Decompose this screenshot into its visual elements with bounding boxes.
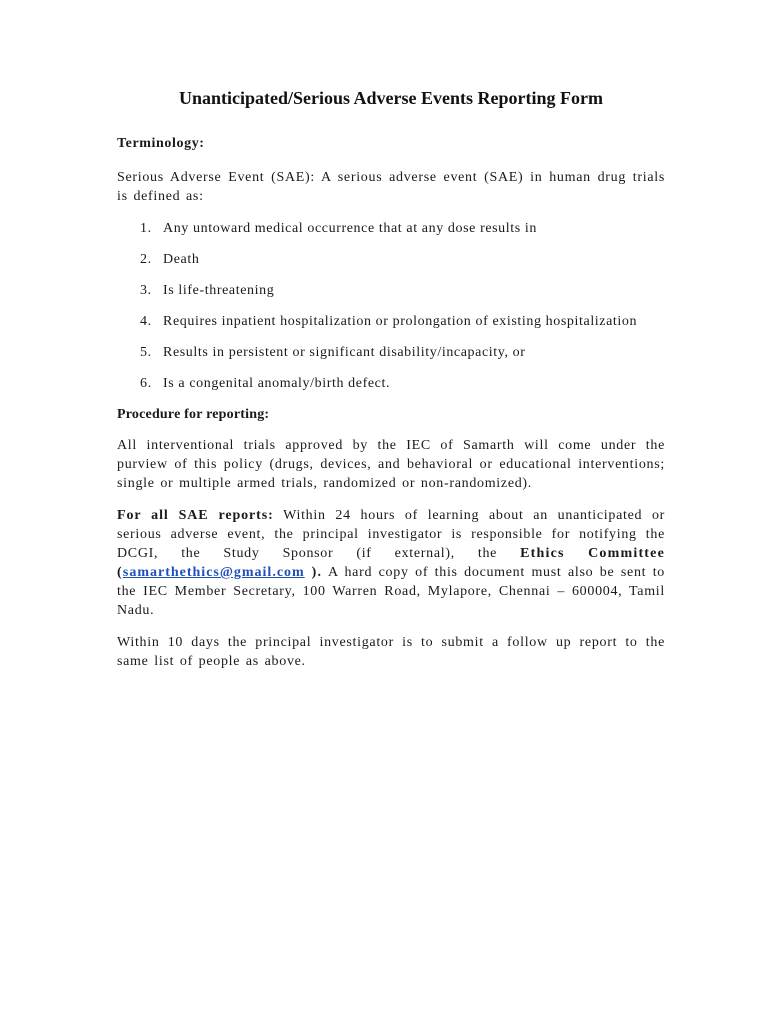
sae-notify-text: Within 24 hours of learning about an unanticipated or serious adverse event, the principal investigator is responsible for notifying the DCGI, the Study Sponsor (if external), the xyxy=(117,508,666,561)
sae-criteria-list xyxy=(117,219,665,393)
list-text: Is a congenital anomaly/birth defect. xyxy=(163,376,391,391)
followup-paragraph: Within 10 days the principal investigator is to submit a follow up report to the same list of people as above. xyxy=(117,635,665,669)
list-item xyxy=(140,250,665,269)
scope-paragraph: All interventional trials approved by the IEC of Samarth will come under the purview of this policy (drugs, devices, and behavioral or educational interventions; single or multiple armed trials, randomized or non-randomized). xyxy=(117,438,665,491)
hard-copy-text: A hard copy of this document must also be sent to the IEC Member Secretary, 100 Warren Road, Mylapore, Chennai – 600004, Tamil Nadu. xyxy=(117,565,666,618)
list-item xyxy=(140,219,665,238)
sae-definition: Serious Adverse Event (SAE): A serious adverse event (SAE) in human drug trials is defined as: xyxy=(117,170,665,204)
list-text: Any untoward medical occurrence that at any dose results in xyxy=(163,221,538,236)
list-item xyxy=(140,281,665,300)
list-text: Is life-threatening xyxy=(163,283,275,298)
document-body xyxy=(117,86,665,684)
list-number: 3. xyxy=(140,283,152,298)
list-text: Requires inpatient hospitalization or prolongation of existing hospitalization xyxy=(163,314,638,329)
list-text: Death xyxy=(163,252,200,267)
list-item xyxy=(140,343,665,362)
terminology-heading: Terminology: xyxy=(117,136,205,151)
list-number: 6. xyxy=(140,376,152,391)
list-text: Results in persistent or significant disability/incapacity, or xyxy=(163,345,526,360)
list-item xyxy=(140,374,665,393)
ethics-email-link[interactable]: samarthethics@gmail.com xyxy=(122,565,305,580)
procedure-heading: Procedure for reporting: xyxy=(117,407,270,422)
list-number: 4. xyxy=(140,314,152,329)
paren-close: ). xyxy=(304,565,323,580)
paren-open: ( xyxy=(117,565,123,580)
list-number: 1. xyxy=(140,221,152,236)
list-item xyxy=(140,312,665,331)
list-number: 2. xyxy=(140,252,152,267)
form-title: Unanticipated/Serious Adverse Events Reporting Form xyxy=(179,88,603,108)
ethics-committee-label: Ethics Committee xyxy=(520,546,665,561)
sae-reports-lead: For all SAE reports: xyxy=(117,508,274,523)
list-number: 5. xyxy=(140,345,152,360)
sae-reporting-paragraph xyxy=(117,506,665,620)
